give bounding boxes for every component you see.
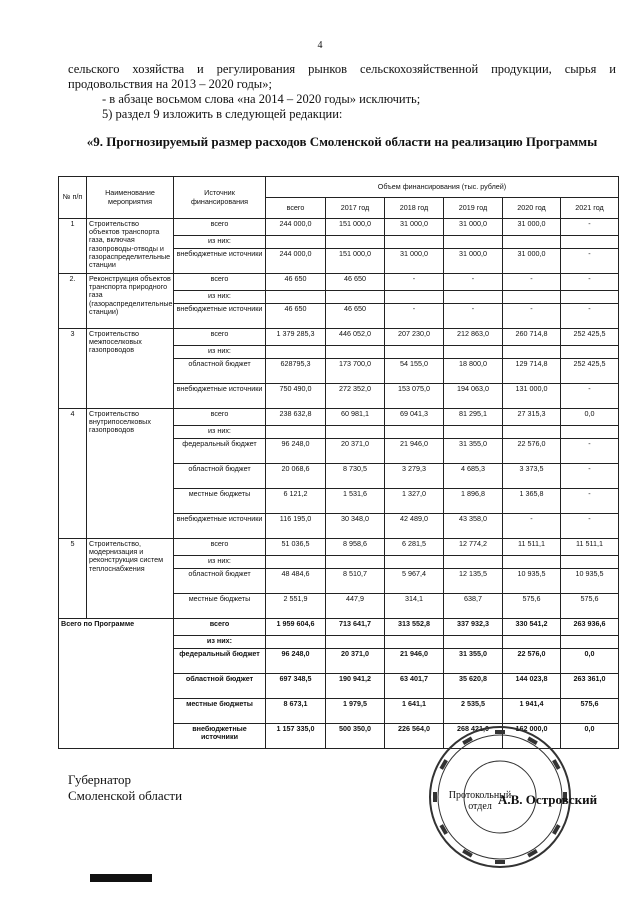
total-label: Всего по Программе bbox=[59, 619, 174, 749]
value-cell: 48 484,6 bbox=[266, 569, 326, 594]
value-cell: 12 774,2 bbox=[444, 539, 503, 556]
value-cell: 46 650 bbox=[326, 304, 385, 329]
value-cell: 31 000,0 bbox=[385, 249, 444, 274]
intro-line-2: - в абзаце восьмом слова «на 2014 – 2020 годы» исключить; bbox=[102, 92, 421, 106]
value-cell: 10 935,5 bbox=[561, 569, 619, 594]
value-cell bbox=[266, 556, 326, 569]
value-cell: 22 576,0 bbox=[503, 439, 561, 464]
value-cell: - bbox=[561, 384, 619, 409]
value-cell: 12 135,5 bbox=[444, 569, 503, 594]
value-cell: - bbox=[561, 304, 619, 329]
value-cell: 638,7 bbox=[444, 594, 503, 619]
stamp-line-1: Протокольный bbox=[448, 790, 512, 801]
funding-source: из них: bbox=[174, 556, 266, 569]
value-cell: 20 068,6 bbox=[266, 464, 326, 489]
value-cell: 3 373,5 bbox=[503, 464, 561, 489]
funding-source: всего bbox=[174, 274, 266, 291]
value-cell: 129 714,8 bbox=[503, 359, 561, 384]
value-cell: 153 075,0 bbox=[385, 384, 444, 409]
value-cell bbox=[326, 346, 385, 359]
value-cell: 628795,3 bbox=[266, 359, 326, 384]
value-cell: 212 863,0 bbox=[444, 329, 503, 346]
value-cell bbox=[326, 291, 385, 304]
funding-source: из них: bbox=[174, 346, 266, 359]
funding-source: всего bbox=[174, 329, 266, 346]
value-cell: 1 327,0 bbox=[385, 489, 444, 514]
row-number: 4 bbox=[59, 409, 87, 539]
value-cell: 1 365,8 bbox=[503, 489, 561, 514]
value-cell: 21 946,0 bbox=[385, 649, 444, 674]
table-row bbox=[59, 409, 619, 426]
value-cell: 162 000,0 bbox=[503, 724, 561, 749]
value-cell bbox=[444, 291, 503, 304]
value-cell bbox=[444, 236, 503, 249]
value-cell: 46 650 bbox=[266, 304, 326, 329]
value-cell: 10 935,5 bbox=[503, 569, 561, 594]
col-volume-header: Объем финансирования (тыс. рублей) bbox=[266, 177, 619, 198]
row-number: 1 bbox=[59, 219, 87, 274]
value-cell: 446 052,0 bbox=[326, 329, 385, 346]
value-cell: 6 281,5 bbox=[385, 539, 444, 556]
value-cell: - bbox=[503, 514, 561, 539]
value-cell: - bbox=[561, 439, 619, 464]
value-cell: 447,9 bbox=[326, 594, 385, 619]
col-num-header: № п/п bbox=[59, 177, 87, 219]
funding-source: федеральный бюджет bbox=[174, 439, 266, 464]
value-cell: - bbox=[561, 249, 619, 274]
row-number: 3 bbox=[59, 329, 87, 409]
value-cell: 207 230,0 bbox=[385, 329, 444, 346]
funding-source: из них: bbox=[174, 291, 266, 304]
intro-paragraph bbox=[68, 62, 616, 122]
table-row bbox=[59, 219, 619, 236]
value-cell: 263 361,0 bbox=[561, 674, 619, 699]
funding-source: местные бюджеты bbox=[174, 594, 266, 619]
funding-source: всего bbox=[174, 219, 266, 236]
intro-line-3: 5) раздел 9 изложить в следующей редакции: bbox=[102, 107, 343, 121]
financing-table bbox=[58, 176, 619, 749]
funding-source: федеральный бюджет bbox=[174, 649, 266, 674]
value-cell: 54 155,0 bbox=[385, 359, 444, 384]
funding-source: внебюджетные источники bbox=[174, 514, 266, 539]
value-cell: 1 896,8 bbox=[444, 489, 503, 514]
value-cell: 46 650 bbox=[266, 274, 326, 291]
value-cell: 268 421,0 bbox=[444, 724, 503, 749]
value-cell: 27 315,3 bbox=[503, 409, 561, 426]
funding-source: всего bbox=[174, 409, 266, 426]
value-cell: 31 355,0 bbox=[444, 649, 503, 674]
value-cell: 31 000,0 bbox=[444, 249, 503, 274]
value-cell: 1 941,4 bbox=[503, 699, 561, 724]
value-cell: 5 967,4 bbox=[385, 569, 444, 594]
value-cell: 69 041,3 bbox=[385, 409, 444, 426]
value-cell: - bbox=[561, 219, 619, 236]
value-cell bbox=[326, 636, 385, 649]
value-cell bbox=[385, 346, 444, 359]
value-cell: 244 000,0 bbox=[266, 249, 326, 274]
value-cell: 226 564,0 bbox=[385, 724, 444, 749]
value-cell: 173 700,0 bbox=[326, 359, 385, 384]
row-number: 2. bbox=[59, 274, 87, 329]
section-heading: «9. Прогнозируемый размер расходов Смоленской области на реализацию Программы bbox=[86, 134, 598, 149]
row-number: 5 bbox=[59, 539, 87, 619]
col-source-header: Источник финансирования bbox=[174, 177, 266, 219]
table-row bbox=[59, 274, 619, 291]
value-cell: 46 650 bbox=[326, 274, 385, 291]
signature-title bbox=[68, 772, 182, 804]
value-cell: 313 552,8 bbox=[385, 619, 444, 636]
value-cell: 116 195,0 bbox=[266, 514, 326, 539]
value-cell: 43 358,0 bbox=[444, 514, 503, 539]
col-y2018-header: 2018 год bbox=[385, 198, 444, 219]
activity-name: Строительство, модернизация и реконструкция систем теплоснабжения bbox=[87, 539, 174, 619]
value-cell: 51 036,5 bbox=[266, 539, 326, 556]
col-y2019-header: 2019 год bbox=[444, 198, 503, 219]
value-cell bbox=[503, 636, 561, 649]
value-cell: 8 673,1 bbox=[266, 699, 326, 724]
value-cell: 1 979,5 bbox=[326, 699, 385, 724]
value-cell bbox=[561, 636, 619, 649]
activity-name: Строительство объектов транспорта газа, включая газопроводы-отводы и газораспределительные станции bbox=[87, 219, 174, 274]
value-cell: 151 000,0 bbox=[326, 219, 385, 236]
value-cell: 0,0 bbox=[561, 724, 619, 749]
value-cell bbox=[326, 556, 385, 569]
value-cell: 713 641,7 bbox=[326, 619, 385, 636]
funding-source: из них: bbox=[174, 236, 266, 249]
value-cell: 337 932,3 bbox=[444, 619, 503, 636]
activity-name: Строительство межпоселковых газопроводов bbox=[87, 329, 174, 409]
funding-source: местные бюджеты bbox=[174, 489, 266, 514]
table-row bbox=[59, 539, 619, 556]
funding-source: внебюджетные источники bbox=[174, 724, 266, 749]
value-cell: 1 959 604,6 bbox=[266, 619, 326, 636]
value-cell: 4 685,3 bbox=[444, 464, 503, 489]
value-cell: - bbox=[444, 304, 503, 329]
value-cell: 8 958,6 bbox=[326, 539, 385, 556]
value-cell: 31 355,0 bbox=[444, 439, 503, 464]
total-row bbox=[59, 619, 619, 636]
value-cell: 3 279,3 bbox=[385, 464, 444, 489]
value-cell: 190 941,2 bbox=[326, 674, 385, 699]
value-cell: 2 551,9 bbox=[266, 594, 326, 619]
value-cell: 0,0 bbox=[561, 649, 619, 674]
activity-name: Строительство внутрипоселковых газопроводов bbox=[87, 409, 174, 539]
value-cell: 0,0 bbox=[561, 409, 619, 426]
funding-source: из них: bbox=[174, 636, 266, 649]
value-cell: 8 730,5 bbox=[326, 464, 385, 489]
value-cell bbox=[266, 346, 326, 359]
col-y2017-header: 2017 год bbox=[326, 198, 385, 219]
value-cell bbox=[266, 426, 326, 439]
funding-source: из них: bbox=[174, 426, 266, 439]
stamp-line-2: отдел bbox=[468, 801, 492, 812]
value-cell: 1 379 285,3 bbox=[266, 329, 326, 346]
value-cell: 30 348,0 bbox=[326, 514, 385, 539]
value-cell: 60 981,1 bbox=[326, 409, 385, 426]
value-cell bbox=[444, 556, 503, 569]
value-cell bbox=[444, 346, 503, 359]
value-cell: - bbox=[503, 274, 561, 291]
value-cell bbox=[385, 291, 444, 304]
value-cell: 194 063,0 bbox=[444, 384, 503, 409]
value-cell bbox=[503, 556, 561, 569]
value-cell bbox=[326, 236, 385, 249]
value-cell: 31 000,0 bbox=[444, 219, 503, 236]
value-cell: 42 489,0 bbox=[385, 514, 444, 539]
value-cell: - bbox=[561, 489, 619, 514]
value-cell bbox=[561, 291, 619, 304]
value-cell bbox=[561, 236, 619, 249]
funding-source: внебюджетные источники bbox=[174, 249, 266, 274]
value-cell: 144 023,8 bbox=[503, 674, 561, 699]
value-cell: 575,6 bbox=[503, 594, 561, 619]
value-cell: 330 541,2 bbox=[503, 619, 561, 636]
value-cell: - bbox=[503, 304, 561, 329]
value-cell: 21 946,0 bbox=[385, 439, 444, 464]
value-cell: 11 511,1 bbox=[503, 539, 561, 556]
signature-name: А.В. Островский bbox=[498, 792, 598, 807]
col-y2021-header: 2021 год bbox=[561, 198, 619, 219]
value-cell bbox=[561, 426, 619, 439]
funding-source: областной бюджет bbox=[174, 674, 266, 699]
value-cell: 500 350,0 bbox=[326, 724, 385, 749]
value-cell: 252 425,5 bbox=[561, 359, 619, 384]
funding-source: внебюджетные источники bbox=[174, 384, 266, 409]
value-cell bbox=[561, 556, 619, 569]
value-cell: 22 576,0 bbox=[503, 649, 561, 674]
funding-source: местные бюджеты bbox=[174, 699, 266, 724]
intro-line-1: сельского хозяйства и регулирования рынков сельскохозяйственной продукции, сырья и продовольствия на 2013 – 2020 годы»; bbox=[68, 62, 616, 91]
value-cell: 31 000,0 bbox=[503, 219, 561, 236]
value-cell: - bbox=[561, 274, 619, 291]
value-cell: 18 800,0 bbox=[444, 359, 503, 384]
value-cell: - bbox=[444, 274, 503, 291]
value-cell: 252 425,5 bbox=[561, 329, 619, 346]
funding-source: областной бюджет bbox=[174, 359, 266, 384]
signature-title-line-2: Смоленской области bbox=[68, 788, 183, 803]
value-cell: 6 121,2 bbox=[266, 489, 326, 514]
col-total-header: всего bbox=[266, 198, 326, 219]
value-cell bbox=[503, 346, 561, 359]
value-cell: - bbox=[561, 514, 619, 539]
value-cell: 1 157 335,0 bbox=[266, 724, 326, 749]
value-cell bbox=[444, 636, 503, 649]
value-cell: 238 632,8 bbox=[266, 409, 326, 426]
value-cell: - bbox=[561, 464, 619, 489]
value-cell: 151 000,0 bbox=[326, 249, 385, 274]
value-cell: 244 000,0 bbox=[266, 219, 326, 236]
value-cell: 11 511,1 bbox=[561, 539, 619, 556]
value-cell: 81 295,1 bbox=[444, 409, 503, 426]
value-cell bbox=[385, 636, 444, 649]
value-cell: 131 000,0 bbox=[503, 384, 561, 409]
value-cell: 1 641,1 bbox=[385, 699, 444, 724]
value-cell bbox=[503, 426, 561, 439]
value-cell: 260 714,8 bbox=[503, 329, 561, 346]
value-cell bbox=[503, 291, 561, 304]
value-cell: 8 510,7 bbox=[326, 569, 385, 594]
funding-source: всего bbox=[174, 539, 266, 556]
value-cell: 20 371,0 bbox=[326, 649, 385, 674]
value-cell: - bbox=[385, 304, 444, 329]
funding-source: всего bbox=[174, 619, 266, 636]
value-cell: 35 620,8 bbox=[444, 674, 503, 699]
value-cell: 31 000,0 bbox=[503, 249, 561, 274]
value-cell: 1 531,6 bbox=[326, 489, 385, 514]
value-cell bbox=[326, 426, 385, 439]
value-cell bbox=[503, 236, 561, 249]
value-cell bbox=[561, 346, 619, 359]
value-cell: 750 490,0 bbox=[266, 384, 326, 409]
funding-source: внебюджетные источники bbox=[174, 304, 266, 329]
value-cell bbox=[385, 236, 444, 249]
signature-title-line-1: Губернатор bbox=[68, 772, 131, 787]
value-cell bbox=[385, 426, 444, 439]
value-cell: 63 401,7 bbox=[385, 674, 444, 699]
value-cell bbox=[266, 236, 326, 249]
value-cell: 314,1 bbox=[385, 594, 444, 619]
value-cell: 272 352,0 bbox=[326, 384, 385, 409]
funding-source: областной бюджет bbox=[174, 464, 266, 489]
value-cell: 575,6 bbox=[561, 699, 619, 724]
col-name-header: Наименование мероприятия bbox=[87, 177, 174, 219]
value-cell bbox=[266, 636, 326, 649]
col-y2020-header: 2020 год bbox=[503, 198, 561, 219]
page-number: 4 bbox=[317, 40, 323, 51]
funding-source: областной бюджет bbox=[174, 569, 266, 594]
scan-mark bbox=[90, 874, 152, 882]
value-cell: 31 000,0 bbox=[385, 219, 444, 236]
value-cell: - bbox=[385, 274, 444, 291]
value-cell: 96 248,0 bbox=[266, 649, 326, 674]
value-cell: 2 535,5 bbox=[444, 699, 503, 724]
value-cell: 263 936,6 bbox=[561, 619, 619, 636]
value-cell: 20 371,0 bbox=[326, 439, 385, 464]
value-cell: 96 248,0 bbox=[266, 439, 326, 464]
table-row bbox=[59, 329, 619, 346]
value-cell bbox=[266, 291, 326, 304]
value-cell bbox=[444, 426, 503, 439]
value-cell bbox=[385, 556, 444, 569]
value-cell: 575,6 bbox=[561, 594, 619, 619]
activity-name: Реконструкция объектов транспорта природного газа (газораспределительные станции) bbox=[87, 274, 174, 329]
value-cell: 697 348,5 bbox=[266, 674, 326, 699]
